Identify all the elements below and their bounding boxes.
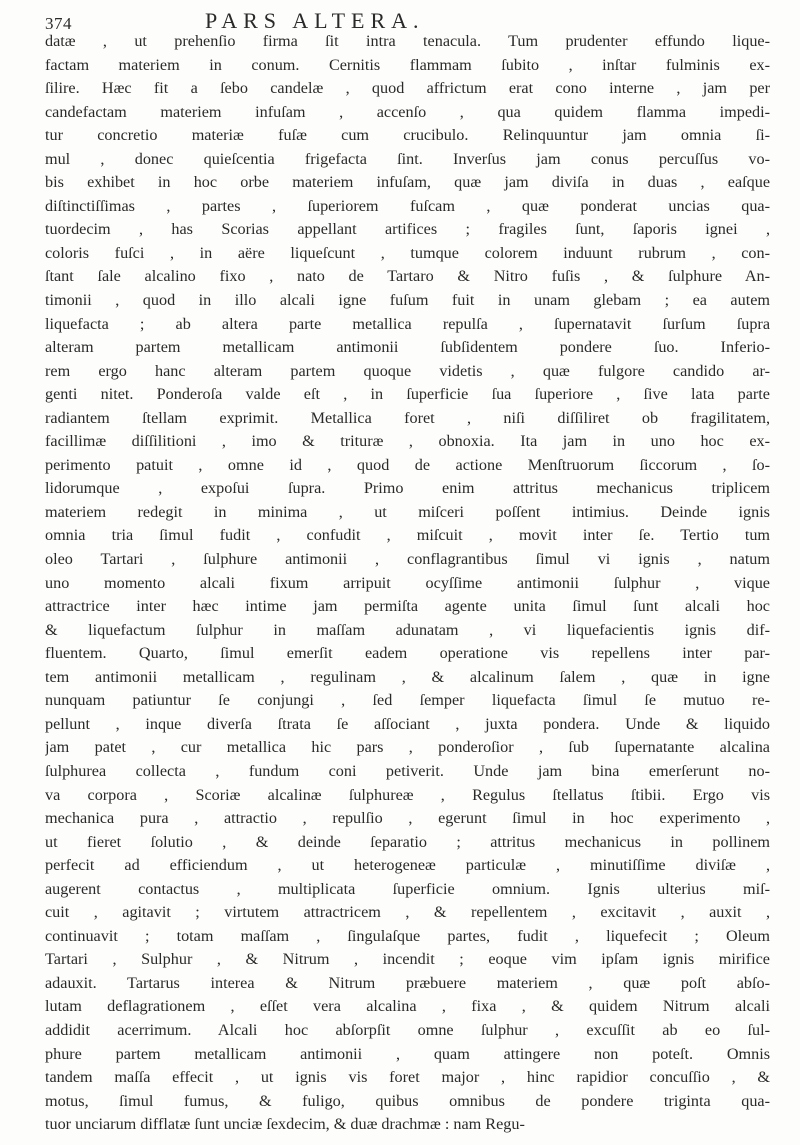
text-line: diſtinctiſſimas , partes , ſuperiorem fuſcam , quæ ponderat uncias qua- bbox=[45, 196, 770, 215]
text-line: augerent contactus , multiplicata ſuperficie omnium. Ignis ulterius miſ- bbox=[45, 879, 770, 898]
text-line: cuit , agitavit ; virtutem attractricem , & repellentem , excitavit , auxit , bbox=[45, 903, 770, 922]
text-line: genti nitet. Ponderoſa valde eſt , in ſuperficie ſua ſuperiore , ſive lata parte bbox=[45, 385, 770, 404]
text-line: mechanica pura , attractio , repulſio , egerunt ſimul in hoc experimento , bbox=[45, 809, 770, 828]
page-header bbox=[45, 8, 770, 32]
text-line: bis exhibet in hoc orbe materiem infuſam, quæ jam diviſa in duas , eaſque bbox=[45, 173, 770, 192]
body-text bbox=[45, 30, 770, 1137]
text-line: oleo Tartari , ſulphure antimonii , conflagrantibus ſimul vi ignis , natum bbox=[45, 550, 770, 569]
text-line: timonii , quod in illo alcali igne fuſum fuit in unam glebam ; ea autem bbox=[45, 291, 770, 310]
text-line: Tartari , Sulphur , & Nitrum , incendit ; eoque vim ipſam ignis mirifice bbox=[45, 950, 770, 969]
text-line: nunquam patiuntur ſe conjungi , ſed ſemper liquefacta ſimul ſe mutuo re- bbox=[45, 691, 770, 710]
text-line: attractrice inter hæc intime jam permiſta agente unita ſimul ſunt alcali hoc bbox=[45, 597, 770, 616]
text-line: ut fieret ſolutio , & deinde ſeparatio ; attritus mechanicus in pollinem bbox=[45, 832, 770, 851]
text-line: omnia tria ſimul fudit , confudit , miſcuit , movit inter ſe. Tertio tum bbox=[45, 526, 770, 545]
text-line: ſulphurea collecta , fundum coni petiverit. Unde jam bina emerſerunt no- bbox=[45, 761, 770, 780]
text-line: radiantem ſtellam exprimit. Metallica foret , niſi diſſiliret ob fragilitatem, bbox=[45, 408, 770, 427]
text-line: & liquefactum ſulphur in maſſam adunatam , vi liquefacientis ignis dif- bbox=[45, 620, 770, 639]
text-line: rem ergo hanc alteram partem quoque videtis , quæ fulgore candido ar- bbox=[45, 361, 770, 380]
text-line: datæ , ut prehenſio firma ſit intra tenacula. Tum prudenter effundo lique- bbox=[45, 32, 770, 50]
text-line: perfecit ad efficiendum , ut heterogeneæ particulæ , minutiſſime diviſæ , bbox=[45, 856, 770, 875]
text-line: tem antimonii metallicam , regulinam , & alcalinum ſalem , quæ in igne bbox=[45, 667, 770, 686]
text-line: mul , donec quieſcentia frigefacta ſint. Inverſus jam conus percuſſus vo- bbox=[45, 149, 770, 168]
text-line: facillimæ diſſilitioni , imo & trituræ , obnoxia. Ita jam in uno hoc ex- bbox=[45, 432, 770, 451]
text-line: alteram partem metallicam antimonii ſubſidentem pondere ſuo. Inferio- bbox=[45, 338, 770, 357]
text-line: tuordecim , has Scorias appellant artifices ; fragiles ſunt, ſaporis ignei , bbox=[45, 220, 770, 239]
text-line: liquefacta ; ab altera parte metallica repulſa , ſupernatavit ſurſum ſupra bbox=[45, 314, 770, 333]
text-line: ſtant ſale alcalino fixo , nato de Tartaro & Nitro fuſis , & ſulphure An- bbox=[45, 267, 770, 286]
text-line: perimento patuit , omne id , quod de actione Menſtruorum ſiccorum , ſo- bbox=[45, 455, 770, 474]
running-head: PARS ALTERA. bbox=[205, 8, 425, 33]
text-line: coloris fuſci , in aëre liqueſcunt , tumque colorem induunt rubrum , con- bbox=[45, 243, 770, 262]
text-line: tandem maſſa effecit , ut ignis vis foret major , hinc rapidior concuſſio , & bbox=[45, 1068, 770, 1087]
text-line: lutam deflagrationem , eſſet vera alcalina , fixa , & quidem Nitrum alcali bbox=[45, 997, 770, 1016]
text-line: materiem redegit in minima , ut miſceri poſſent intimius. Deinde ignis bbox=[45, 502, 770, 521]
text-line: adauxit. Tartarus interea & Nitrum præbuere materiem , quæ poſt abſo- bbox=[45, 973, 770, 992]
page-number: 374 bbox=[45, 14, 72, 33]
text-line: candefactam materiem infuſam , accenſo , qua quidem flamma impedi- bbox=[45, 102, 770, 121]
text-line: phure partem metallicam antimonii , quam attingere non poteſt. Omnis bbox=[45, 1044, 770, 1063]
text-line: pellunt , inque diverſa ſtrata ſe aſſociant , juxta pondera. Unde & liquido bbox=[45, 714, 770, 733]
text-line: ſilire. Hæc fit a ſebo candelæ , quod affrictum erat cono interne , jam per bbox=[45, 79, 770, 98]
text-line: jam patet , cur metallica hic pars , ponderoſior , ſub ſupernatante alcalina bbox=[45, 738, 770, 757]
text-line: va corpora , Scoriæ alcalinæ ſulphureæ , Regulus ſtellatus ſtibii. Ergo vis bbox=[45, 785, 770, 804]
text-line: factam materiem in conum. Cernitis flammam ſubito , inſtar fulminis ex- bbox=[45, 55, 770, 74]
text-line: lidorumque , expoſui ſupra. Primo enim attritus mechanicus triplicem bbox=[45, 479, 770, 498]
text-line: motus, ſimul fumus, & fuligo, quibus omnibus de pondere triginta qua- bbox=[45, 1091, 770, 1110]
text-line: fluentem. Quarto, ſimul emerſit eadem operatione vis repellens inter par- bbox=[45, 644, 770, 663]
text-line: continuavit ; totam maſſam , ſingulaſque partes, fudit , liquefecit ; Oleum bbox=[45, 926, 770, 945]
text-line: addidit acerrimum. Alcali hoc abſorpſit omne ſulphur , excuſſit ab eo ſul- bbox=[45, 1020, 770, 1039]
text-line: uno momento alcali fixum arripuit ocyſſime antimonii ſulphur , vique bbox=[45, 573, 770, 592]
text-line: tuor unciarum difflatæ ſunt unciæ ſexdecim, & duæ drachmæ : nam Regu- bbox=[45, 1115, 525, 1134]
text-line: tur concretio materiæ fuſæ cum crucibulo. Relinquuntur jam omnia ſi- bbox=[45, 126, 770, 145]
